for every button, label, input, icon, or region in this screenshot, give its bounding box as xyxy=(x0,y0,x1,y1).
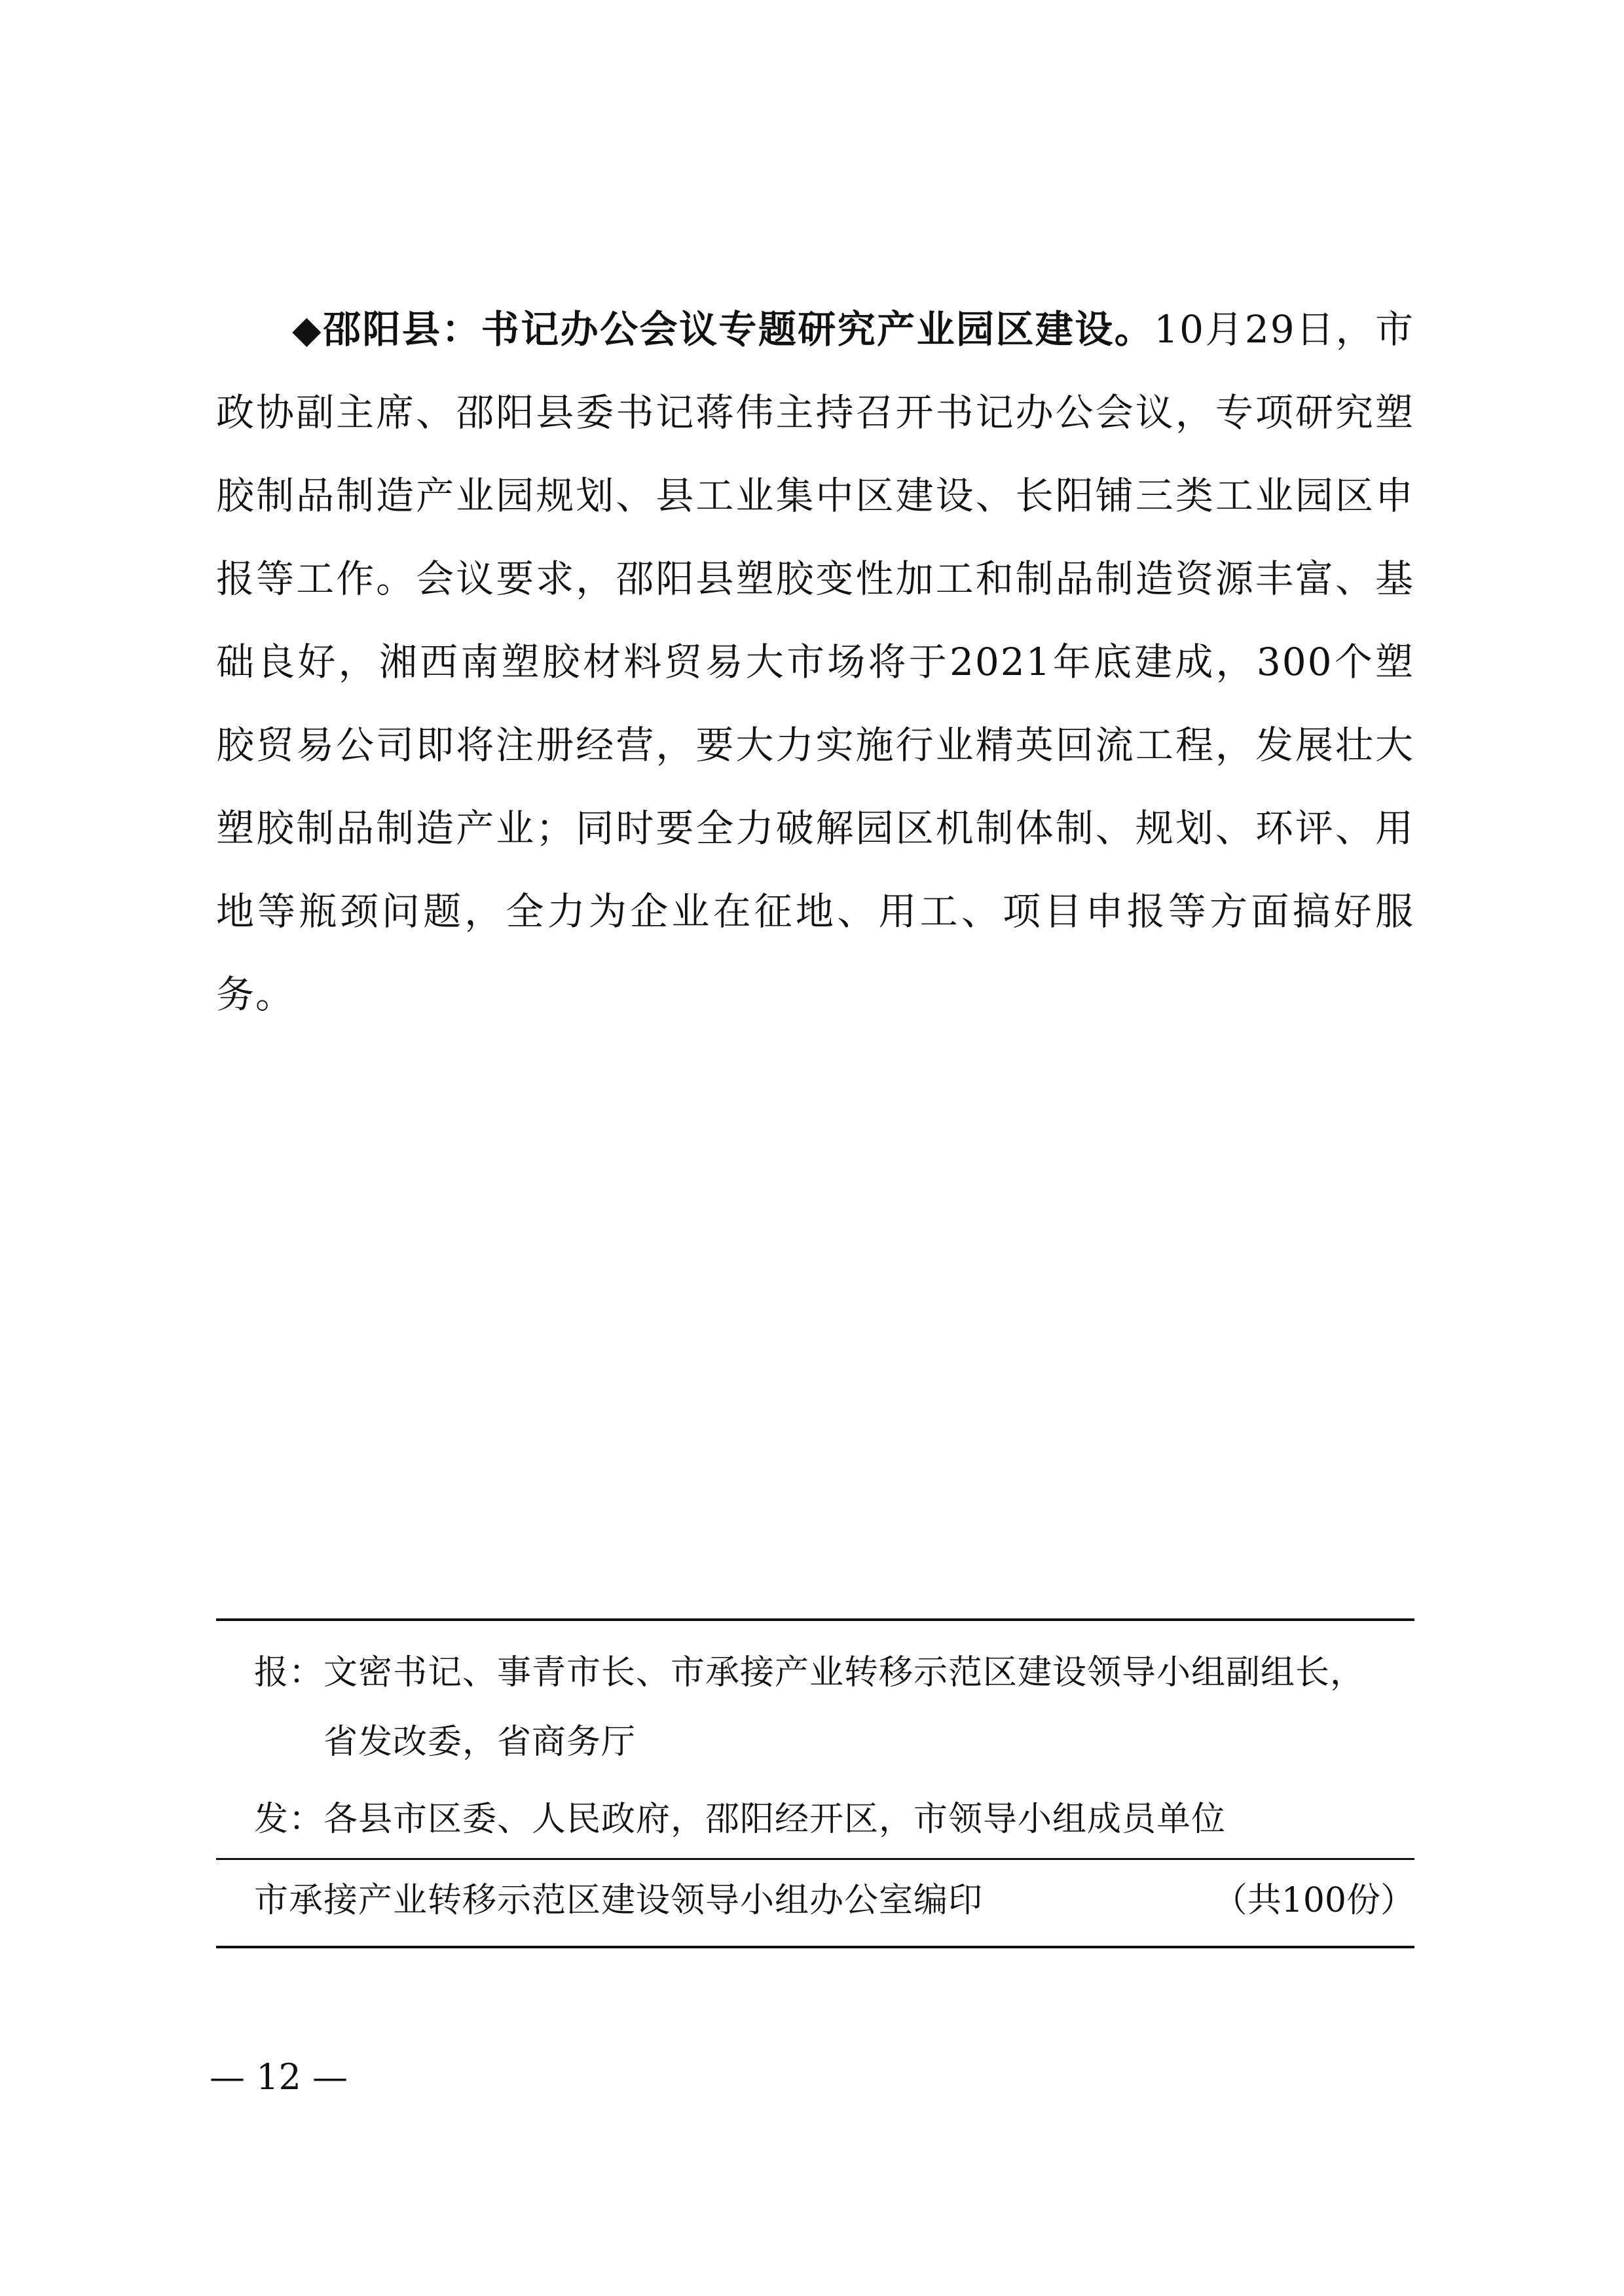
send-recipients-line: 发：各县市区委、人民政府，邵阳经开区，市领导小组成员单位 xyxy=(254,1800,1227,1839)
report-recipients-line-2: 省发改委，省商务厅 xyxy=(323,1722,637,1762)
imprint-issuer: 市承接产业转移示范区建设领导小组办公室编印 xyxy=(254,1881,984,1920)
article-paragraph xyxy=(216,288,1414,1036)
imprint-copies: （共100份） xyxy=(1213,1881,1414,1920)
article-body: 10月29日，市政协副主席、邵阳县委书记蒋伟主持召开书记办公会议，专项研究塑胶制品制造产业园规划、县工业集中区建设、长阳铺三类工业园区申报等工作。会议要求，邵阳县塑胶变性加工和制品制造资源丰富、基础良好，湘西南塑胶材料贸易大市场将于2021年底建成，300个塑胶贸易公司即将注册经营，要大力实施行业精英回流工程，发展壮大塑胶制品制造产业；同时要全力破解园区机制体制、规划、环评、用地等瓶颈问题，全力为企业在征地、用工、项目申报等方面搞好服务。 xyxy=(216,307,1415,1017)
report-recipients-line-1: 报：文密书记、事青市长、市承接产业转移示范区建设领导小组副组长， xyxy=(254,1653,1365,1692)
page-number: — 12 — xyxy=(210,2056,348,2098)
distribution-top-rule xyxy=(216,1618,1414,1621)
article-heading: ◆邵阳县：书记办公会议专题研究产业园区建设。 xyxy=(292,307,1154,352)
imprint-bottom-rule xyxy=(216,1946,1414,1948)
imprint-top-rule xyxy=(216,1858,1414,1860)
